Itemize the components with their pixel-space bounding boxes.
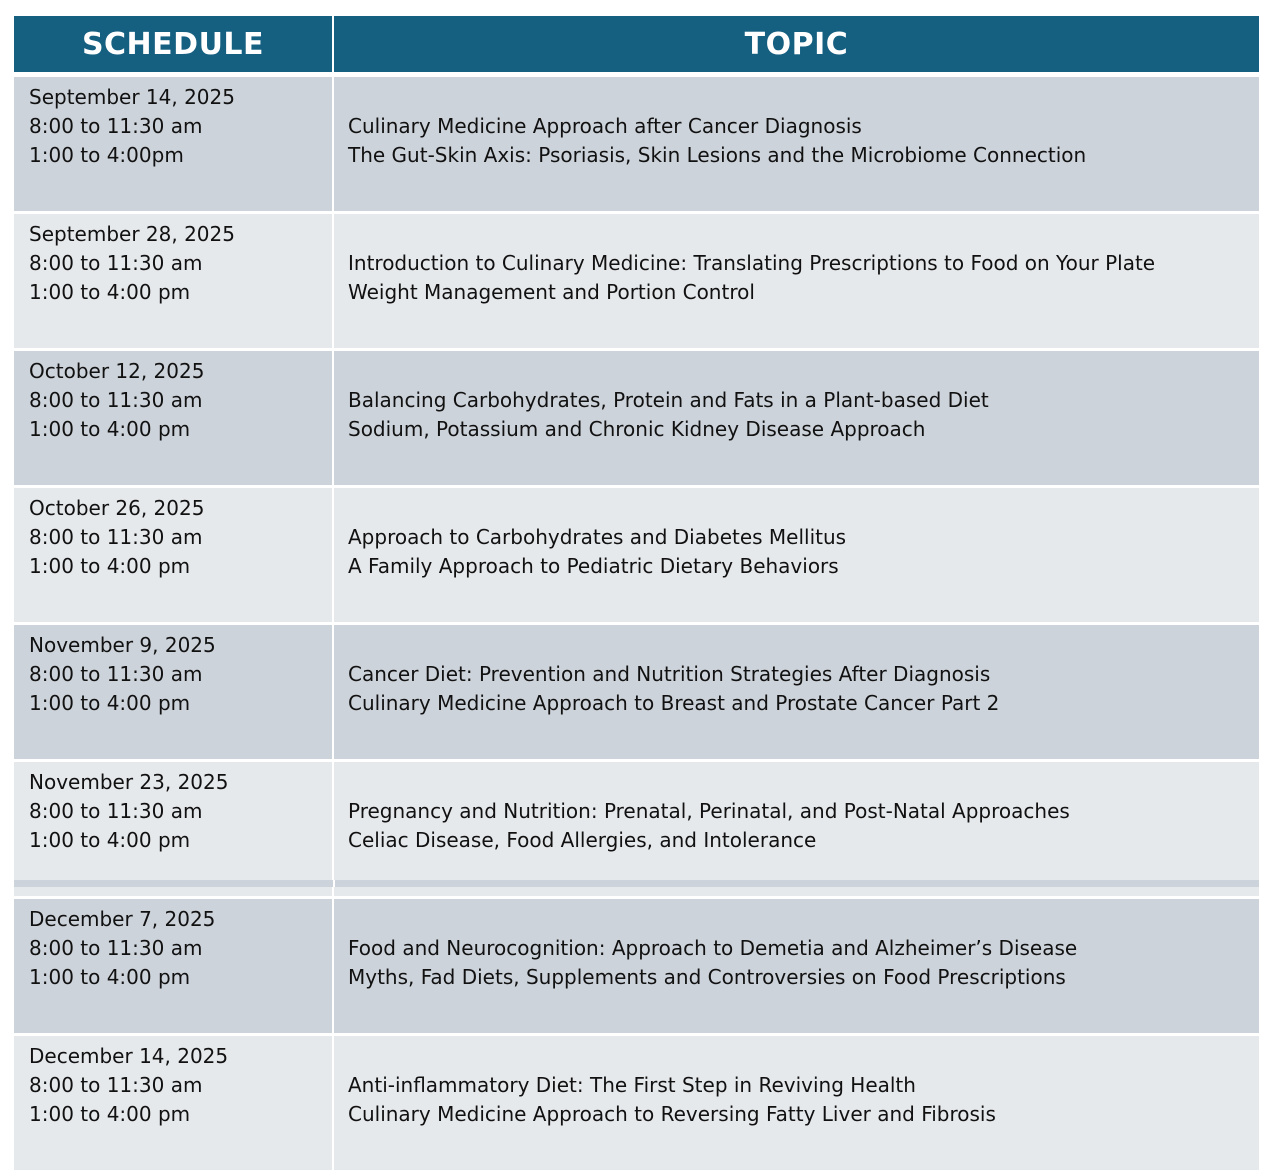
schedule-header: SCHEDULE	[14, 16, 333, 75]
afternoon-time: 1:00 to 4:00pm	[29, 143, 184, 167]
afternoon-time: 1:00 to 4:00 pm	[29, 554, 191, 578]
table-row	[14, 624, 1259, 761]
afternoon-topic: Weight Management and Portion Control	[348, 280, 755, 304]
topic-cell	[333, 1035, 1259, 1172]
morning-time: 8:00 to 11:30 am	[29, 388, 203, 412]
schedule-cell	[14, 1035, 333, 1172]
partial-next-row	[14, 880, 1259, 887]
table-row	[14, 1035, 1259, 1172]
session-date: December 7, 2025	[29, 907, 216, 931]
table-row	[14, 487, 1259, 624]
morning-time: 8:00 to 11:30 am	[29, 114, 203, 138]
afternoon-time: 1:00 to 4:00 pm	[29, 417, 191, 441]
topic-cell	[333, 487, 1259, 624]
session-date: November 9, 2025	[29, 633, 216, 657]
table-row	[14, 75, 1259, 213]
schedule-table	[14, 16, 1259, 1173]
table-row	[14, 350, 1259, 487]
morning-topic: Pregnancy and Nutrition: Prenatal, Perinatal, and Post-Natal Approaches	[348, 799, 1070, 823]
morning-time: 8:00 to 11:30 am	[29, 936, 203, 960]
morning-topic: Introduction to Culinary Medicine: Translating Prescriptions to Food on Your Plate	[348, 251, 1156, 275]
morning-topic: Food and Neurocognition: Approach to Demetia and Alzheimer’s Disease	[348, 936, 1078, 960]
morning-time: 8:00 to 11:30 am	[29, 799, 203, 823]
afternoon-time: 1:00 to 4:00 pm	[29, 965, 191, 989]
topic-cell	[333, 624, 1259, 761]
afternoon-time: 1:00 to 4:00 pm	[29, 280, 191, 304]
schedule-cell	[14, 761, 333, 898]
table-row	[14, 213, 1259, 350]
schedule-cell	[14, 898, 333, 1035]
session-date: September 14, 2025	[29, 85, 235, 109]
topic-cell	[333, 898, 1259, 1035]
session-date: September 28, 2025	[29, 222, 235, 246]
morning-topic: Culinary Medicine Approach after Cancer Diagnosis	[348, 114, 862, 138]
afternoon-topic: A Family Approach to Pediatric Dietary Behaviors	[348, 554, 839, 578]
morning-time: 8:00 to 11:30 am	[29, 1073, 203, 1097]
table-row	[14, 898, 1259, 1035]
afternoon-topic: Sodium, Potassium and Chronic Kidney Disease Approach	[348, 417, 926, 441]
topic-cell	[333, 213, 1259, 350]
morning-topic: Balancing Carbohydrates, Protein and Fats in a Plant-based Diet	[348, 388, 989, 412]
morning-time: 8:00 to 11:30 am	[29, 662, 203, 686]
morning-time: 8:00 to 11:30 am	[29, 251, 203, 275]
schedule-cell	[14, 487, 333, 624]
schedule-cell	[14, 350, 333, 487]
session-date: October 12, 2025	[29, 359, 205, 383]
table-row	[14, 761, 1259, 898]
afternoon-topic: Myths, Fad Diets, Supplements and Controversies on Food Prescriptions	[348, 965, 1066, 989]
session-date: December 14, 2025	[29, 1044, 229, 1068]
afternoon-topic: The Gut-Skin Axis: Psoriasis, Skin Lesions and the Microbiome Connection	[348, 143, 1087, 167]
session-date: November 23, 2025	[29, 770, 229, 794]
morning-topic: Cancer Diet: Prevention and Nutrition Strategies After Diagnosis	[348, 662, 991, 686]
afternoon-time: 1:00 to 4:00 pm	[29, 828, 191, 852]
topic-cell	[333, 761, 1259, 898]
column-divider	[333, 880, 335, 887]
morning-topic: Anti-inflammatory Diet: The First Step in Reviving Health	[348, 1073, 916, 1097]
morning-topic: Approach to Carbohydrates and Diabetes Mellitus	[348, 525, 847, 549]
topic-cell	[333, 75, 1259, 213]
schedule-cell	[14, 75, 333, 213]
schedule-cell	[14, 624, 333, 761]
topic-header: TOPIC	[333, 16, 1259, 75]
afternoon-time: 1:00 to 4:00 pm	[29, 691, 191, 715]
topic-cell	[333, 350, 1259, 487]
afternoon-time: 1:00 to 4:00 pm	[29, 1102, 191, 1126]
session-date: October 26, 2025	[29, 496, 205, 520]
morning-time: 8:00 to 11:30 am	[29, 525, 203, 549]
afternoon-topic: Culinary Medicine Approach to Breast and Prostate Cancer Part 2	[348, 691, 1000, 715]
afternoon-topic: Celiac Disease, Food Allergies, and Intolerance	[348, 828, 817, 852]
header-row	[14, 16, 1259, 75]
afternoon-topic: Culinary Medicine Approach to Reversing Fatty Liver and Fibrosis	[348, 1102, 996, 1126]
schedule-cell	[14, 213, 333, 350]
